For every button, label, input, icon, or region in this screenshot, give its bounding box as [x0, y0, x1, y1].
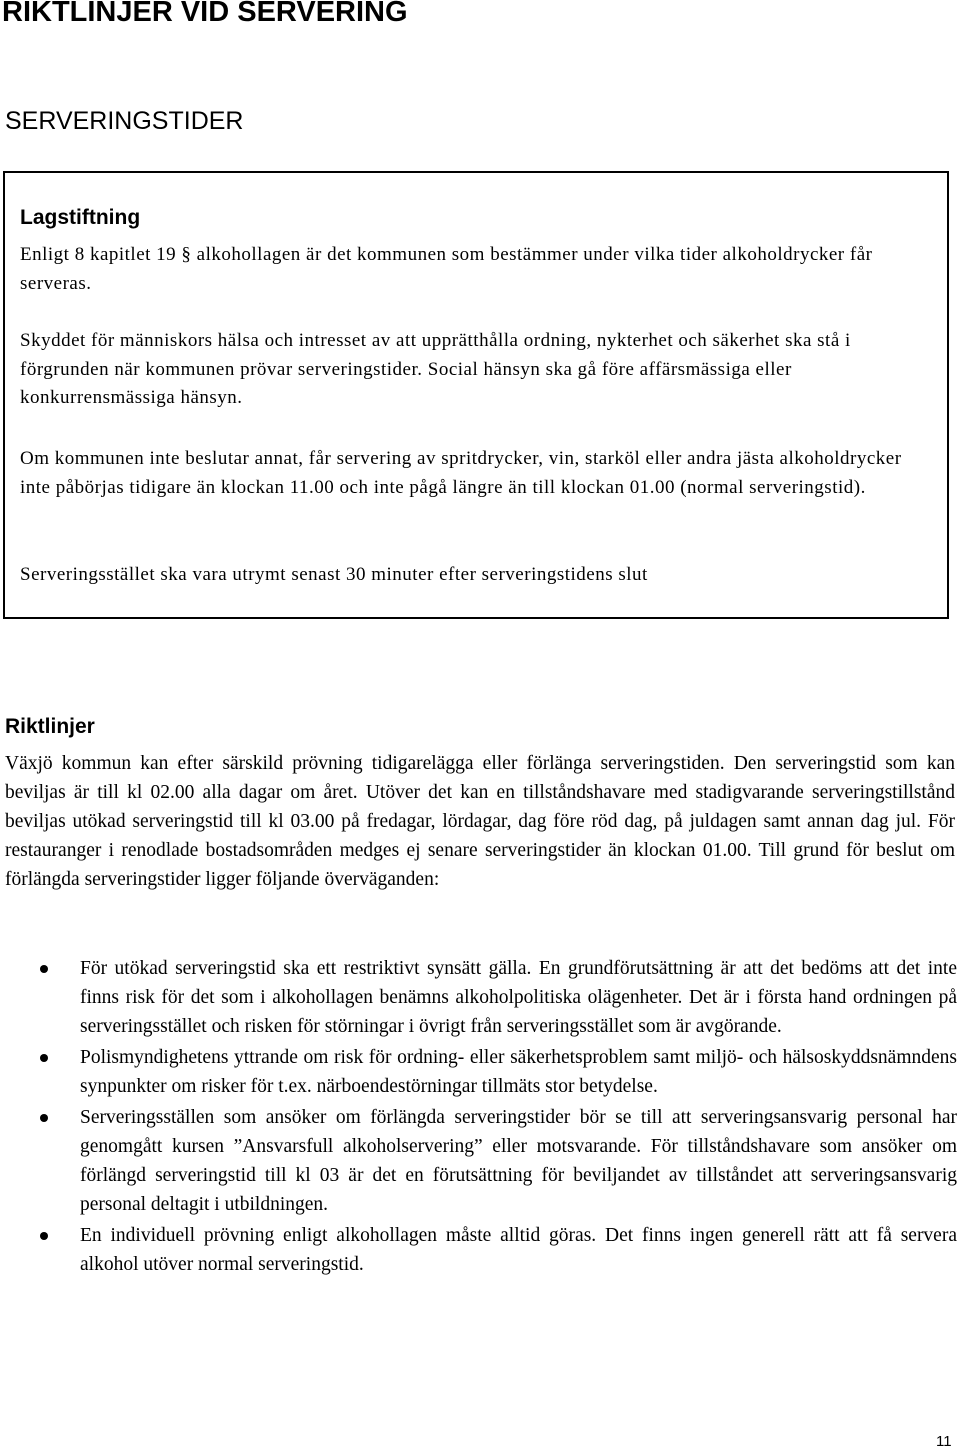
lagstiftning-paragraph: Skyddet för människors hälsa och intresset av att upprätthålla ordning, nykterhet och säkerhet ska stå i förgrunden när kommunen prövar serveringstider. Social hänsyn ska gå före affärsmässiga eller konkurrensmässiga hänsyn.	[20, 330, 851, 408]
bullet-item	[0, 1103, 957, 1219]
bullet-text: Serveringsställen som ansöker om förlängda serveringstider bör se till att serveringsansvarig personal har genomgått kursen ”Ansvarsfull alkoholservering” eller motsvarande. För tillståndshavare som ansöker om förlängd serveringstid till kl 03 är det en förutsättning för beviljandet av tillståndet att serveringsansvarig personal deltagit i utbildningen.	[80, 1107, 957, 1215]
bullet-icon	[40, 1232, 48, 1240]
lagstiftning-heading: Lagstiftning	[20, 206, 141, 229]
document-title: RIKTLINJER VID SERVERING	[2, 0, 408, 28]
bullet-text: För utökad serveringstid ska ett restriktivt synsätt gälla. En grundförutsättning är att det bedöms att det inte finns risk för det som i alkohollagen benämns alkoholpolitiska olägenheter. Det är i första hand ordningen på serveringsstället och risken för störningar i övrigt från serveringsstället som är avgörande.	[80, 958, 957, 1037]
bullet-item	[0, 954, 957, 1041]
lagstiftning-paragraph: Serveringsstället ska vara utrymt senast 30 minuter efter serveringstidens slut	[20, 564, 648, 585]
riktlinjer-paragraph: Växjö kommun kan efter särskild prövning tidigarelägga eller förlänga serveringstiden. Den serveringstid som kan beviljas är till kl 02.00 alla dagar om året. Utöver det kan en tillståndshavare med stadigvarande serveringstillstånd beviljas utökad serveringstid till kl 03.00 på fredagar, lördagar, dag före röd dag, på juldagen samt annan dag jul. För restauranger i renodlade bostadsområden medges ej senare serveringstider än klockan 01.00. Till grund för beslut om förlängda serveringstider ligger följande överväganden:	[5, 753, 955, 890]
section-title: SERVERINGSTIDER	[5, 107, 244, 135]
riktlinjer-heading: Riktlinjer	[5, 715, 95, 738]
bullet-item	[0, 1043, 957, 1101]
bullet-item	[0, 1221, 957, 1279]
bullet-icon	[40, 1114, 48, 1122]
page-number: 11	[936, 1433, 952, 1450]
lagstiftning-paragraph: Enligt 8 kapitlet 19 § alkohollagen är det kommunen som bestämmer under vilka tider alkoholdrycker får serveras.	[20, 244, 873, 294]
lagstiftning-paragraph: Om kommunen inte beslutar annat, får servering av spritdrycker, vin, starköl eller andra jästa alkoholdrycker inte påbörjas tidigare än klockan 11.00 och inte pågå längre än till klockan 01.00 (normal serveringstid).	[20, 448, 902, 498]
riktlinjer-bullet-list	[0, 954, 960, 1279]
bullet-text: Polismyndighetens yttrande om risk för ordning- eller säkerhetsproblem samt miljö- och hälsoskyddsnämndens synpunkter om risker för t.ex. närboendestörningar tillmäts stor betydelse.	[80, 1047, 957, 1097]
bullet-icon	[40, 1054, 48, 1062]
bullet-icon	[40, 965, 48, 973]
bullet-text: En individuell prövning enligt alkohollagen måste alltid göras. Det finns ingen generell rätt att få servera alkohol utöver normal serveringstid.	[80, 1225, 957, 1275]
